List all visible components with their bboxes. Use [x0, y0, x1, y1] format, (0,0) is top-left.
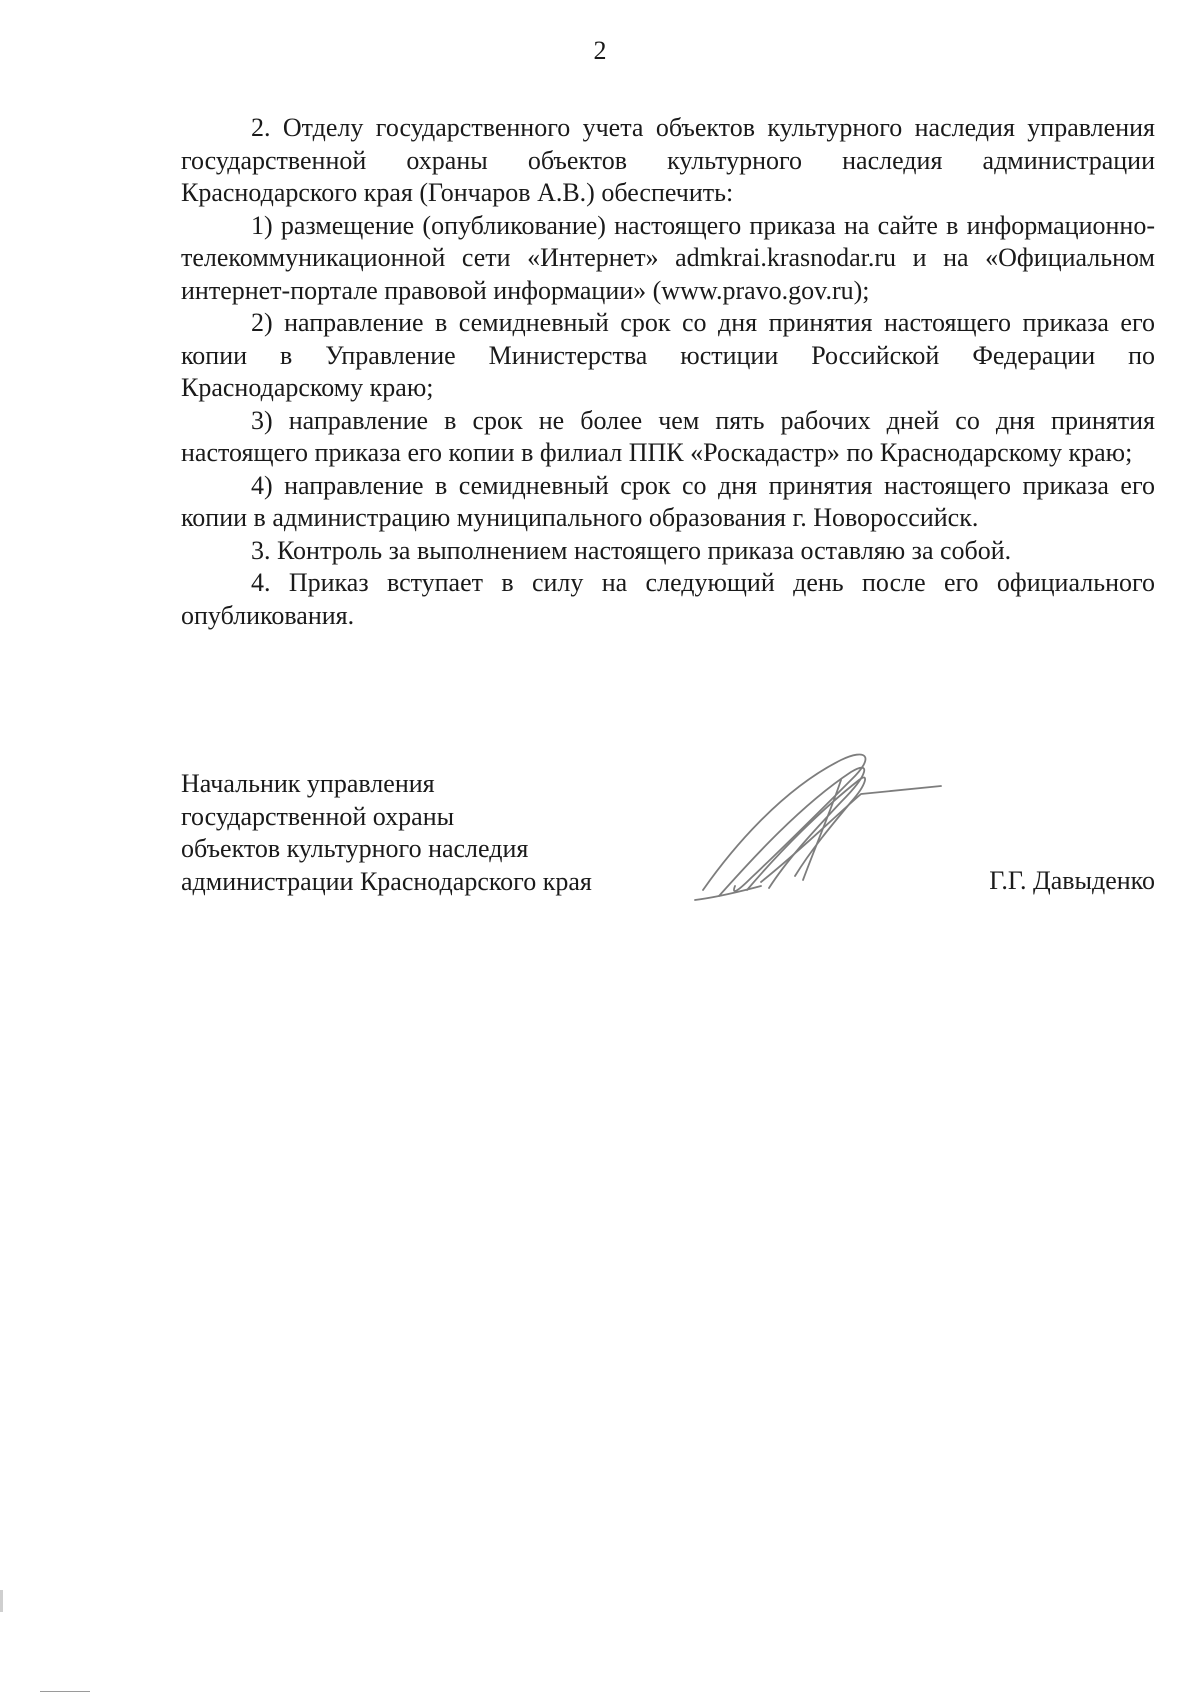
paragraph-item-3-control: 3. Контроль за выполнением настоящего приказа оставляю за собой. — [251, 535, 1012, 565]
subparagraph-3-roskadastr: 3) направление в срок не более чем пять рабочих дней со дня принятия настоящего приказа его копии в филиал ППК «Роскадастр» по Краснодарскому краю; — [181, 405, 1155, 467]
signer-name: Г.Г. Давыденко — [989, 866, 1155, 895]
signature-stroke — [803, 780, 841, 880]
subparagraph-1-publication: 1) размещение (опубликование) настоящего приказа на сайте в информационно-телекоммуникационной сети «Интернет» admkrai.krasnodar.ru и на «Официальном интернет-портале правовой информации» (www.pravo.gov.ru); — [181, 210, 1155, 305]
paragraph-item-4-effective-date: 4. Приказ вступает в силу на следующий день после его официального опубликования. — [181, 568, 1155, 630]
signature-stroke — [761, 786, 941, 882]
subparagraph-4-novorossiysk: 4) направление в семидневный срок со дня принятия настоящего приказа его копии в администрацию муниципального образования г. Новороссийск. — [181, 470, 1155, 532]
signer-position-line: объектов культурного наследия — [181, 834, 529, 863]
scan-margin-mark — [0, 1590, 3, 1612]
signature-block — [181, 768, 1155, 928]
order-body — [181, 112, 1155, 632]
handwritten-signature — [691, 750, 951, 910]
signature-stroke — [703, 754, 865, 891]
signature-stroke — [719, 768, 864, 896]
signer-position-line: государственной охраны — [181, 801, 455, 831]
signer-position-line: администрации Краснодарского края — [181, 866, 592, 896]
signer-position — [181, 768, 592, 898]
scan-bottom-rule — [40, 1691, 90, 1692]
subparagraph-2-ministry-of-justice: 2) направление в семидневный срок со дня принятия настоящего приказа его копии в Управление Министерства юстиции Российской Федерации по Краснодарскому краю; — [181, 308, 1155, 402]
signer-position-line: Начальник управления — [181, 769, 435, 798]
paragraph-item-2: 2. Отделу государственного учета объектов культурного наследия управления государственной охраны объектов культурного наследия администрации Краснодарского края (Гончаров А.В.) обеспечить: — [181, 113, 1155, 207]
page-number: 2 — [593, 36, 607, 65]
